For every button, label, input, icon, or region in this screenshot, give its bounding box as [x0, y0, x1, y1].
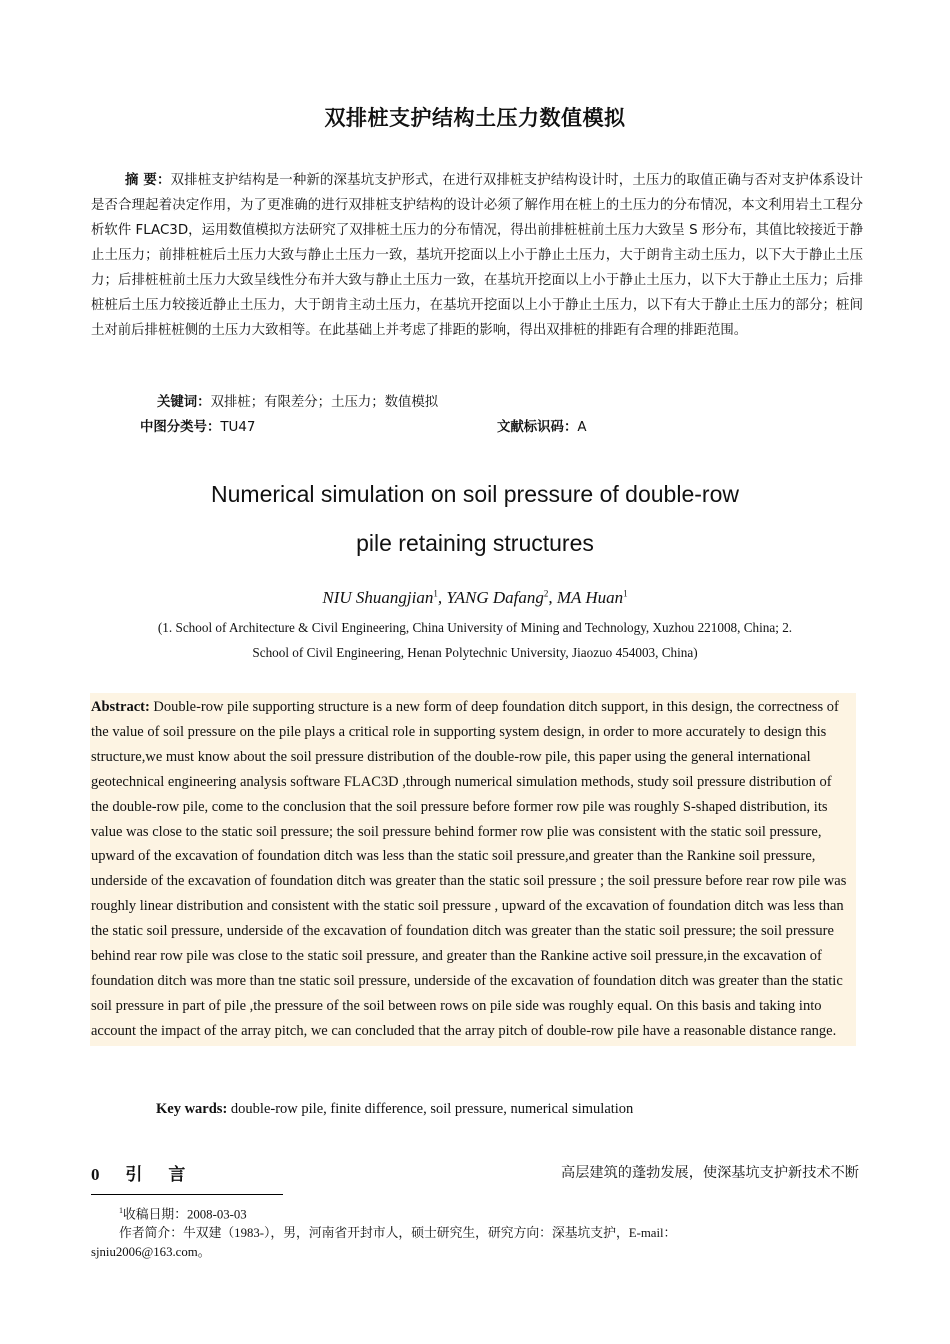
document-code-value: A	[577, 420, 587, 435]
english-abstract	[90, 693, 856, 1046]
author-separator: ,	[437, 588, 447, 607]
footnote-author-bio: 作者简介：牛双建（1983-），男，河南省开封市人，硕士研究生，研究方向：深基坑支护，E-mail：	[119, 1226, 677, 1241]
section-heading	[91, 1160, 195, 1185]
chinese-keywords	[157, 392, 857, 414]
document-code	[497, 417, 587, 439]
section-number: 0	[91, 1165, 110, 1184]
classification-value: TU47	[220, 420, 256, 435]
intro-paragraph: 高层建筑的蓬勃发展，使深基坑支护新技术不断	[561, 1165, 859, 1181]
footnote	[91, 1201, 861, 1262]
author-affiliation-mark: 1	[623, 588, 628, 599]
author-list	[0, 588, 950, 608]
affiliation-line-2: School of Civil Engineering, Henan Polytechnic University, Jiaozuo 454003, China)	[252, 645, 698, 660]
footnote-mark: 1	[119, 1206, 123, 1215]
document-code-label: 文献标识码：	[497, 420, 578, 435]
chinese-abstract-label: 摘 要：	[125, 173, 171, 188]
english-title-line-2: pile retaining structures	[356, 530, 594, 556]
chinese-abstract	[91, 168, 863, 343]
english-abstract-label: Abstract:	[91, 699, 150, 715]
english-keywords	[156, 1098, 856, 1120]
english-title	[0, 470, 950, 568]
chinese-title: 双排桩支护结构土压力数值模拟	[324, 106, 626, 130]
footnote-email: sjniu2006@163.com。	[91, 1245, 211, 1260]
author-separator: ,	[548, 588, 557, 607]
english-keywords-label: Key wards:	[156, 1101, 228, 1117]
english-keywords-text: double-row pile, finite difference, soil pressure, numerical simulation	[230, 1101, 634, 1117]
english-title-line-1: Numerical simulation on soil pressure of double-row	[211, 481, 739, 507]
chinese-abstract-text: 双排桩支护结构是一种新的深基坑支护形式，在进行双排桩支护结构设计时，土压力的取值正确与否对支护体系设计是否合理起着决定作用，为了更准确的进行双排桩支护结构的设计必须了解作用在桩上的土压力的分布情况，本文利用岩土工程分析软件 FLAC3D，运用数值模拟方法研究了双排桩土压力的分布情况，得出前排桩桩前土压力大致呈 S 形分布，其值比较接近于静止土压力；前排桩桩后土压力大致与静止土压力一致，基坑开挖面以上小于静止土压力，大于朗肯主动土压力，以下大于静止土压力；后排桩桩前土压力大致呈线性分布并大致与静止土压力一致，在基坑开挖面以上小于静止土压力，以下大于静止土压力；后排桩桩后土压力较接近静止土压力，大于朗肯主动土压力，在基坑开挖面以上小于静止土压力，以下有大于静止土压力的部分；桩间土对前后排桩桩侧的土压力大致相等。在此基础上并考虑了排距的影响，得出双排桩的排距有合理的排距范围。	[91, 173, 863, 338]
footnote-received-text: 收稿日期：2008-03-03	[123, 1207, 247, 1222]
section-title: 引 言	[125, 1165, 196, 1185]
affiliation-line-1: (1. School of Architecture & Civil Engineering, China University of Mining and Technology, Xuzhou 221008, China; 2.	[157, 620, 793, 635]
author-affiliation-mark: 1	[433, 588, 438, 599]
footnote-received	[91, 1201, 861, 1224]
chinese-keywords-text: 双排桩；有限差分；土压力；数值模拟	[210, 395, 439, 410]
author-affiliation-mark: 2	[543, 588, 549, 599]
footnote-divider	[91, 1194, 283, 1195]
author-name: NIU Shuangjian	[322, 588, 434, 607]
author-name: MA Huan	[556, 588, 624, 607]
chinese-keywords-label: 关键词：	[157, 395, 211, 410]
affiliations	[100, 615, 850, 665]
classification-label: 中图分类号：	[140, 420, 221, 435]
author-name: YANG Dafang	[446, 588, 544, 607]
classification-row	[140, 417, 860, 439]
english-abstract-text: Double-row pile supporting structure is a new form of deep foundation ditch support, in this design, the correctness of the value of soil pressure on the pile plays a critical role in supporting system design, in order to more accurately to design this structure,we must know about the soil pressure distribution of the double-row pile, this paper using the general international geotechnical engineering analysis software FLAC3D ,through numerical simulation methods, study soil pressure distribution of the double-row pile, come to the conclusion that the soil pressure before former row pile was roughly S-shaped distribution, its value was close to the static soil pressure; the soil pressure behind former row plie was consistent with the static soil pressure, upward of the excavation of foundation ditch was less than the static soil pressure,and greater than the Rankine soil pressure, underside of the excavation of foundation ditch was greater than the static soil pressure ; the soil pressure before rear row pile was roughly linear distribution and consistent with the static soil pressure , upward of the excavation of foundation ditch was less than the static soil pressure, underside of the excavation of foundation ditch was greater than the static soil pressure; the soil pressure behind rear row pile was close to the static soil pressure, and greater than the Rankine active soil pressure,in the excavation of foundation ditch was more than tne static soil pressure, underside of the excavation of foundation ditch was greater than the static soil pressure in part of pile ,the pressure of the soil between rows on pile side was roughly equal. On this basis and taking into account the impact of the array pitch, we can concluded that the array pitch of double-row pile have a reasonable distance range.	[91, 699, 847, 1039]
